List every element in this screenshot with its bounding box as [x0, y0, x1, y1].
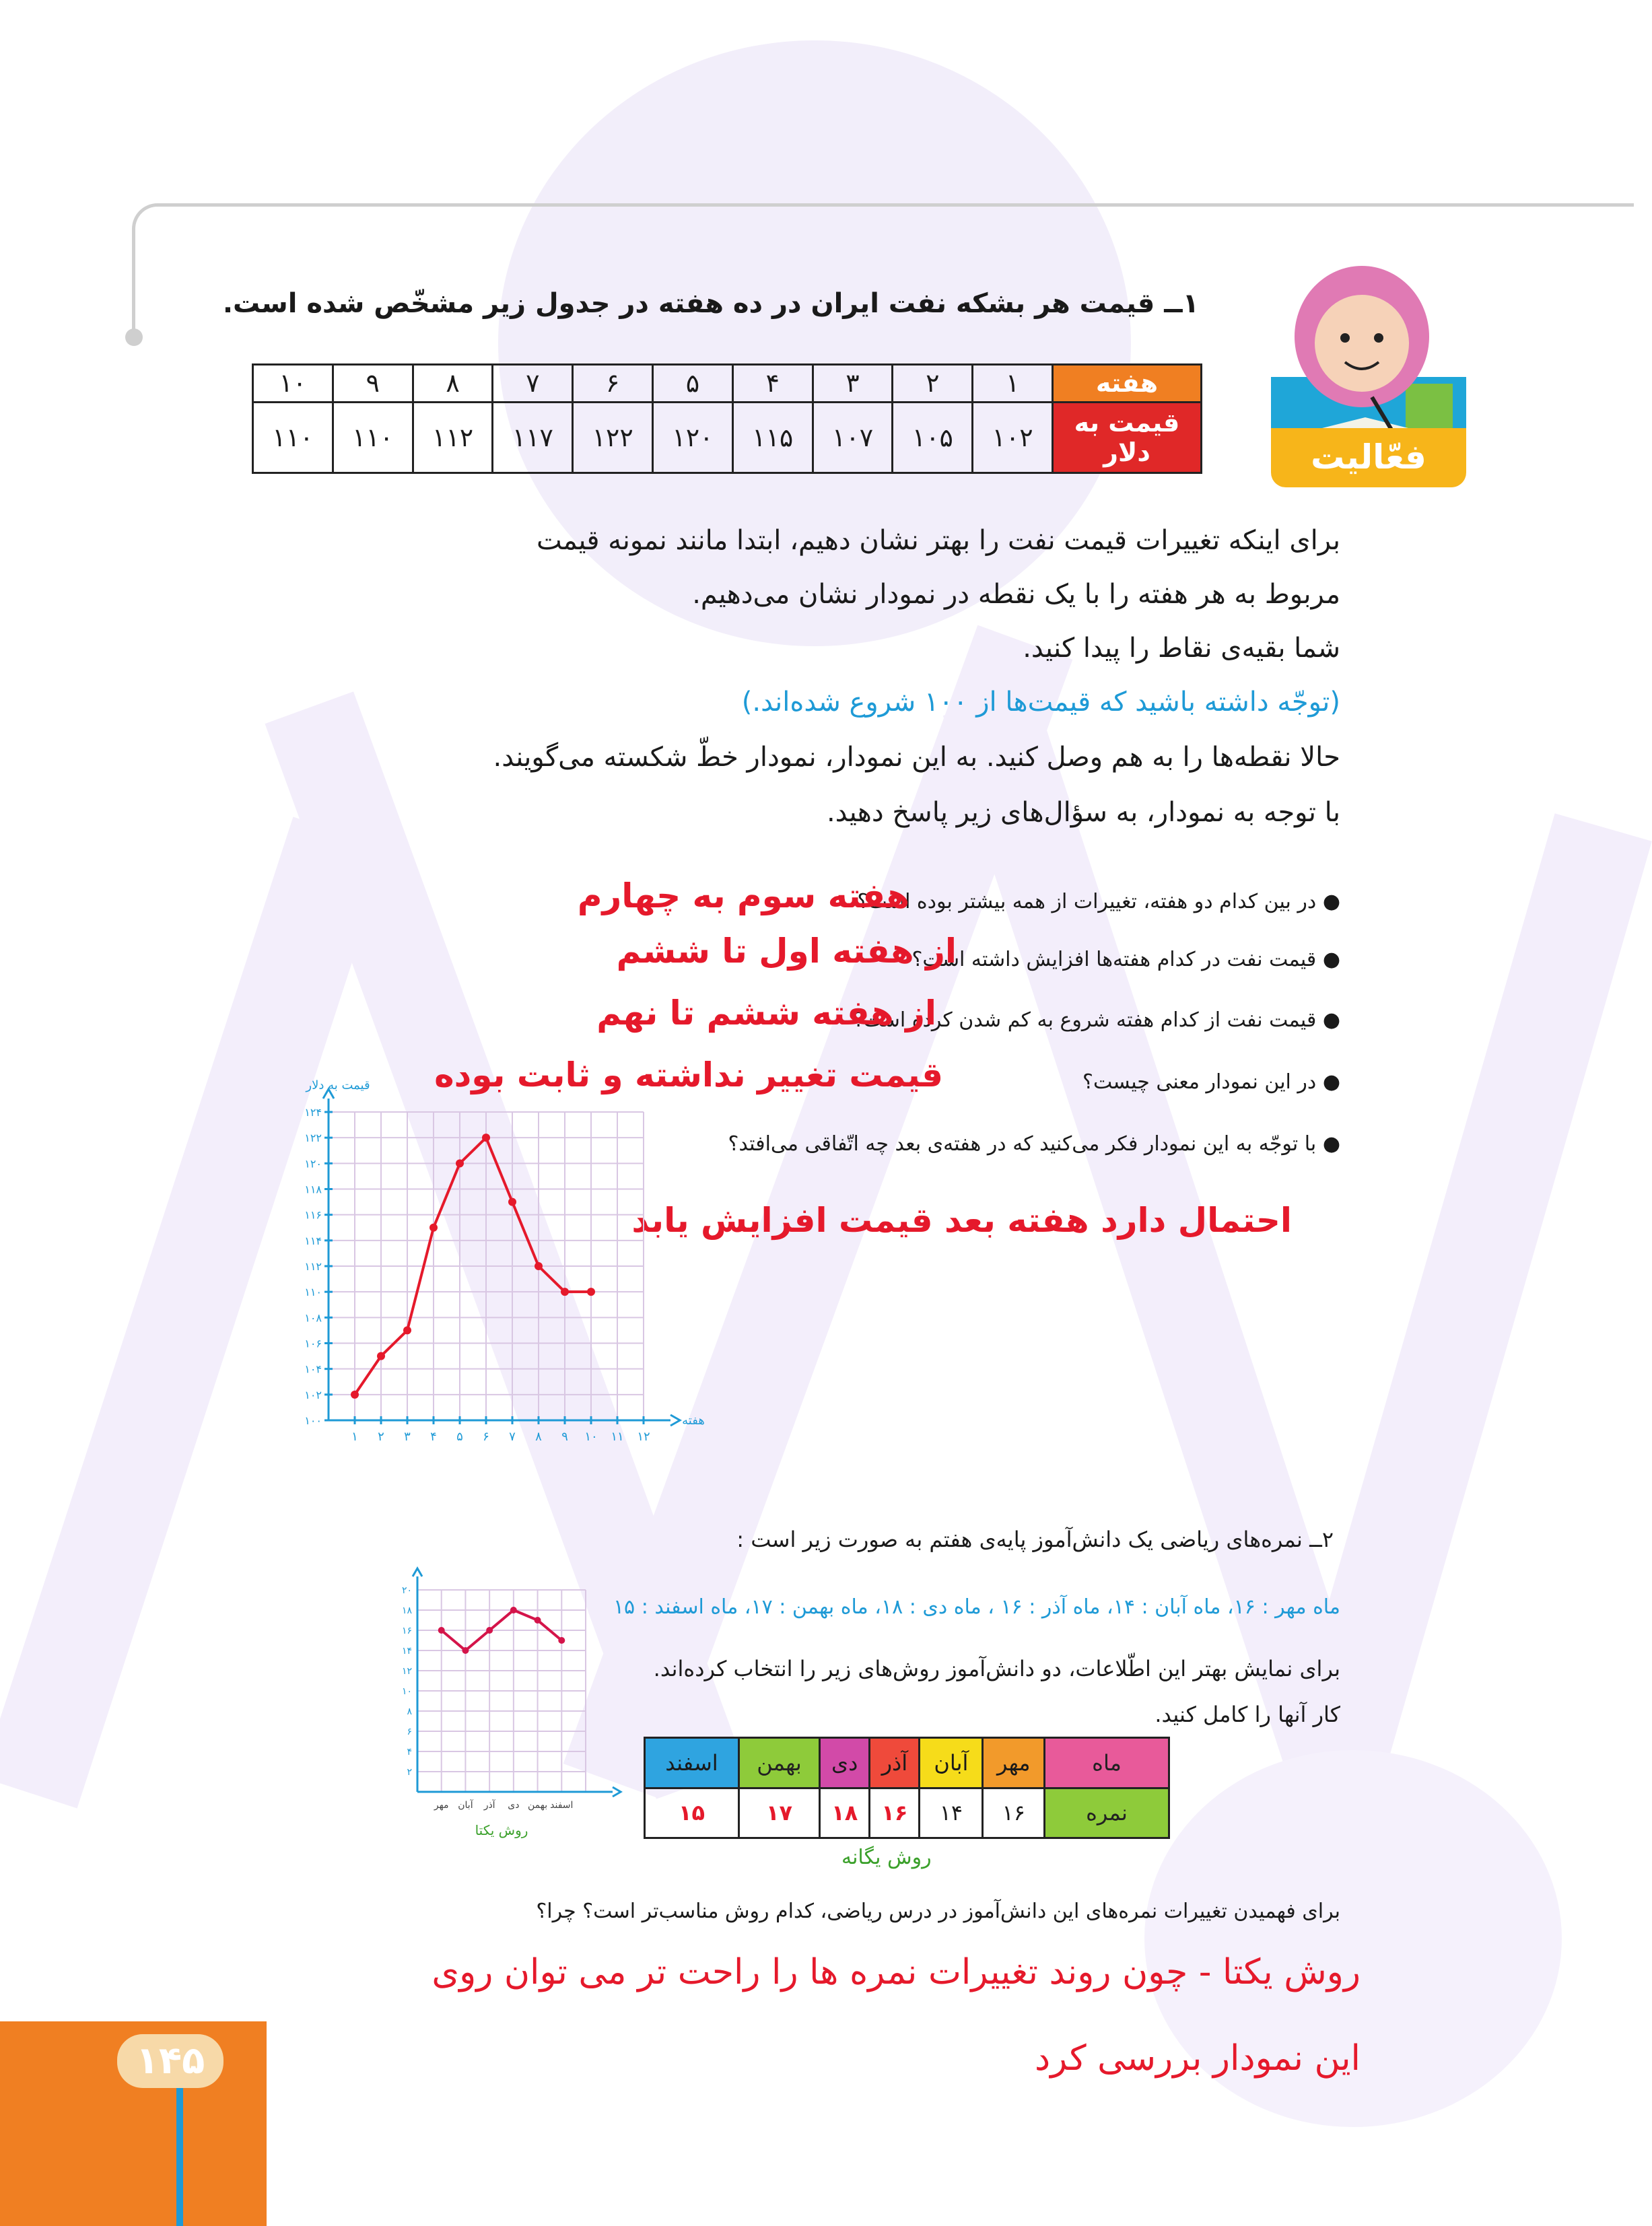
y-tick-label: ۱۰۶ [304, 1337, 322, 1350]
page-line [176, 2088, 183, 2226]
x-tick-label: ۱۰ [584, 1430, 598, 1444]
question-text: قیمت نفت در کدام هفته‌ها افزایش داشته است؟ [911, 948, 1317, 971]
y-axis-arrow [413, 1568, 422, 1576]
x-axis-label: هفته [682, 1414, 705, 1428]
paragraph: مربوط به هر هفته را با یک نقطه در نمودار نشان می‌دهیم. [692, 579, 1340, 610]
y-tick-label: ۱۴ [401, 1646, 412, 1657]
section2-desc: کار آنها را کامل کنید. [1155, 1702, 1340, 1727]
x-axis-arrow [670, 1415, 680, 1426]
y-tick-label: ۶ [407, 1727, 412, 1737]
section2-desc: برای نمایش بهتر این اطّلاعات، دو دانش‌آموز روش‌های زیر را انتخاب کرده‌اند. [653, 1656, 1340, 1681]
table-header-score: نمره [1045, 1788, 1169, 1838]
question: ● قیمت نفت از کدام هفته شروع به کم شدن کرده است؟ [852, 1008, 1340, 1032]
table-header-price: قیمت به دلار [1053, 402, 1202, 473]
table-cell: ۱۲۲ [573, 402, 653, 473]
data-point [377, 1352, 385, 1360]
answer: از هفته ششم تا نهم [596, 994, 936, 1033]
data-point [486, 1627, 493, 1634]
table-cell: ۱۱۵ [732, 402, 813, 473]
x-tick-label: ۸ [535, 1430, 542, 1444]
question-text: در این نمودار معنی چیست؟ [1082, 1070, 1317, 1094]
data-point [535, 1617, 541, 1624]
data-point [351, 1391, 359, 1399]
section2-question: برای فهمیدن تغییرات نمره‌های این دانش‌آموز در درس ریاضی، کدام روش مناسب‌تر است؟ چرا؟ [536, 1900, 1340, 1923]
table-cell: ۱۶ [983, 1788, 1045, 1838]
table-cell: ۱۰۲ [973, 402, 1053, 473]
y-tick-label: ۱۲۰ [304, 1157, 322, 1171]
table-cell: ۱۵ [645, 1788, 739, 1838]
scores-line: ماه مهر : ۱۶، ماه آبان : ۱۴، ماه آذر : ۱۶ ، ماه دی : ۱۸، ماه بهمن : ۱۷، ماه اسفند : ۱۵ [613, 1595, 1340, 1619]
section2-intro: ۲ــ نمره‌های ریاضی یک دانش‌آموز پایه‌ی هفتم به صورت زیر است : [736, 1527, 1334, 1552]
paragraph-note: (توجّه داشته باشید که قیمت‌ها از ۱۰۰ شروع شده‌اند.) [741, 687, 1340, 718]
y-axis-label: قیمت به دلار [306, 1078, 370, 1092]
table-cell: ۸ [413, 365, 493, 403]
table-cell: ۱۰۷ [813, 402, 893, 473]
table-cell: ۵ [653, 365, 733, 403]
x-tick-label: ۲ [378, 1430, 384, 1444]
section2-answer: روش یکتا - چون روند تغییرات نمره ها را راحت تر می توان روی [432, 1952, 1361, 1992]
data-point [462, 1647, 469, 1654]
answer: هفته سوم به چهارم [577, 876, 909, 915]
table-cell: ۱۷ [738, 1788, 819, 1838]
table-cell: ۱۰ [253, 365, 333, 403]
scores-table [644, 1737, 1170, 1839]
table-cell: ۴ [732, 365, 813, 403]
page-number: ۱۴۵ [117, 2034, 223, 2088]
table-cell: بهمن [738, 1738, 819, 1788]
table-cell: ۲ [893, 365, 973, 403]
x-axis-label: روش یکتا [475, 1822, 528, 1838]
data-point [587, 1288, 595, 1296]
table-cell: ۹ [333, 365, 413, 403]
y-tick-label: ۱۰۴ [304, 1362, 322, 1376]
answer: قیمت تغییر نداشته و ثابت بوده [434, 1055, 943, 1094]
table-cell: ۱۰۵ [893, 402, 973, 473]
scores-chart [384, 1563, 626, 1839]
x-tick-label: ۴ [430, 1430, 437, 1444]
y-tick-label: ۲۰ [401, 1585, 412, 1596]
question: ● در این نمودار معنی چیست؟ [1082, 1070, 1340, 1094]
y-tick-label: ۱۱۶ [304, 1208, 322, 1222]
data-point [429, 1224, 438, 1232]
x-tick-label: دی [508, 1800, 520, 1811]
y-tick-label: ۱۱۲ [304, 1260, 322, 1273]
x-tick-label: بهمن [528, 1800, 548, 1811]
data-point [510, 1607, 517, 1613]
x-tick-label: اسفند [550, 1800, 574, 1811]
y-tick-label: ۱۰ [401, 1686, 412, 1697]
y-tick-label: ۴ [407, 1747, 412, 1758]
x-tick-label: ۹ [561, 1430, 568, 1444]
table-cell: ۶ [573, 365, 653, 403]
paragraph: برای اینکه تغییرات قیمت نفت را بهتر نشان دهیم، ابتدا مانند نمونه قیمت [536, 525, 1340, 556]
table-cell: ۱۶ [870, 1788, 920, 1838]
x-axis-arrow [613, 1787, 621, 1797]
table-cell: ۱۱۷ [493, 402, 573, 473]
question: ● در بین کدام دو هفته، تغییرات از همه بیشتر بوده است؟ [857, 890, 1340, 913]
table-caption: روش یگانه [841, 1846, 932, 1869]
y-tick-label: ۱۲ [401, 1666, 412, 1677]
data-point [482, 1134, 490, 1142]
x-tick-label: ۳ [404, 1430, 411, 1444]
x-tick-label: ۵ [456, 1430, 463, 1444]
x-tick-label: ۶ [483, 1430, 489, 1444]
y-tick-label: ۱۱۴ [304, 1234, 322, 1247]
table-cell: ۱۲۰ [653, 402, 733, 473]
x-tick-label: آذر [483, 1800, 495, 1811]
table-header-week: هفته [1053, 365, 1202, 403]
y-tick-label: ۱۰۸ [304, 1311, 322, 1325]
data-point [558, 1637, 565, 1644]
table-row [253, 402, 1202, 473]
answer: از هفته اول تا ششم [616, 932, 957, 971]
table-cell: ۱۱۲ [413, 402, 493, 473]
data-point [456, 1159, 464, 1167]
data-point [535, 1262, 543, 1270]
table-row [645, 1738, 1169, 1788]
x-tick-label: آبان [458, 1800, 473, 1811]
y-tick-label: ۱۲۴ [304, 1106, 322, 1119]
y-tick-label: ۱۶ [401, 1626, 412, 1636]
table-cell: آبان [920, 1738, 983, 1788]
table-cell: مهر [983, 1738, 1045, 1788]
data-point [561, 1288, 569, 1296]
table-cell: اسفند [645, 1738, 739, 1788]
section1-intro: ۱ــ قیمت هر بشکه نفت ایران در ده هفته در جدول زیر مشخّص شده است. [222, 288, 1199, 319]
table-cell: ۱ [973, 365, 1053, 403]
table-header-month: ماه [1045, 1738, 1169, 1788]
question-text: با توجّه به این نمودار فکر می‌کنید که در هفته‌ی بعد چه اتّفاقی می‌افتد؟ [728, 1132, 1317, 1156]
table-cell: ۱۱۰ [253, 402, 333, 473]
table-cell: ۱۱۰ [333, 402, 413, 473]
paragraph: حالا نقطه‌ها را به هم وصل کنید. به این نمودار، نمودار خطّ شکسته می‌گویند. [493, 742, 1340, 773]
x-tick-label: ۱ [351, 1430, 358, 1444]
question-text: در بین کدام دو هفته، تغییرات از همه بیشتر بوده است؟ [857, 890, 1317, 913]
table-row [645, 1788, 1169, 1838]
paragraph: شما بقیه‌ی نقاط را پیدا کنید. [1023, 633, 1340, 664]
table-cell: ۷ [493, 365, 573, 403]
y-tick-label: ۲ [407, 1767, 412, 1778]
paragraph: با توجه به نمودار، به سؤال‌های زیر پاسخ دهید. [826, 797, 1340, 828]
frame-dot [125, 328, 143, 346]
table-row [253, 365, 1202, 403]
y-tick-label: ۱۱۰ [304, 1286, 322, 1299]
y-tick-label: ۱۸ [401, 1605, 412, 1616]
table-cell: دی [820, 1738, 870, 1788]
data-point [403, 1326, 411, 1334]
x-tick-label: ۱۱ [611, 1430, 624, 1444]
table-cell: ۱۴ [920, 1788, 983, 1838]
y-tick-label: ۱۰۲ [304, 1388, 322, 1401]
data-point [438, 1627, 445, 1634]
y-tick-label: ۱۱۸ [304, 1183, 322, 1196]
data-point [508, 1198, 516, 1206]
question: ● قیمت نفت در کدام هفته‌ها افزایش داشته است؟ [911, 948, 1340, 971]
table-cell: ۳ [813, 365, 893, 403]
x-tick-label: ۱۲ [637, 1430, 650, 1444]
oil-price-table [252, 363, 1202, 474]
y-tick-label: ۱۲۲ [304, 1132, 322, 1145]
question-text: قیمت نفت از کدام هفته شروع به کم شدن کرده است؟ [852, 1008, 1317, 1032]
table-cell: ۱۸ [820, 1788, 870, 1838]
x-tick-label: مهر [434, 1800, 449, 1811]
y-tick-label: ۸ [407, 1706, 412, 1717]
question: ● با توجّه به این نمودار فکر می‌کنید که در هفته‌ی بعد چه اتّفاقی می‌افتد؟ [728, 1132, 1340, 1156]
y-tick-label: ۱۰۰ [304, 1414, 322, 1427]
answer: احتمال دارد هفته بعد قیمت افزایش یابد [631, 1201, 1292, 1240]
section2-answer: این نمودار بررسی کرد [1035, 2038, 1361, 2079]
x-tick-label: ۷ [509, 1430, 516, 1444]
activity-badge: فعّالیت [1271, 428, 1466, 487]
table-cell: آذر [870, 1738, 920, 1788]
